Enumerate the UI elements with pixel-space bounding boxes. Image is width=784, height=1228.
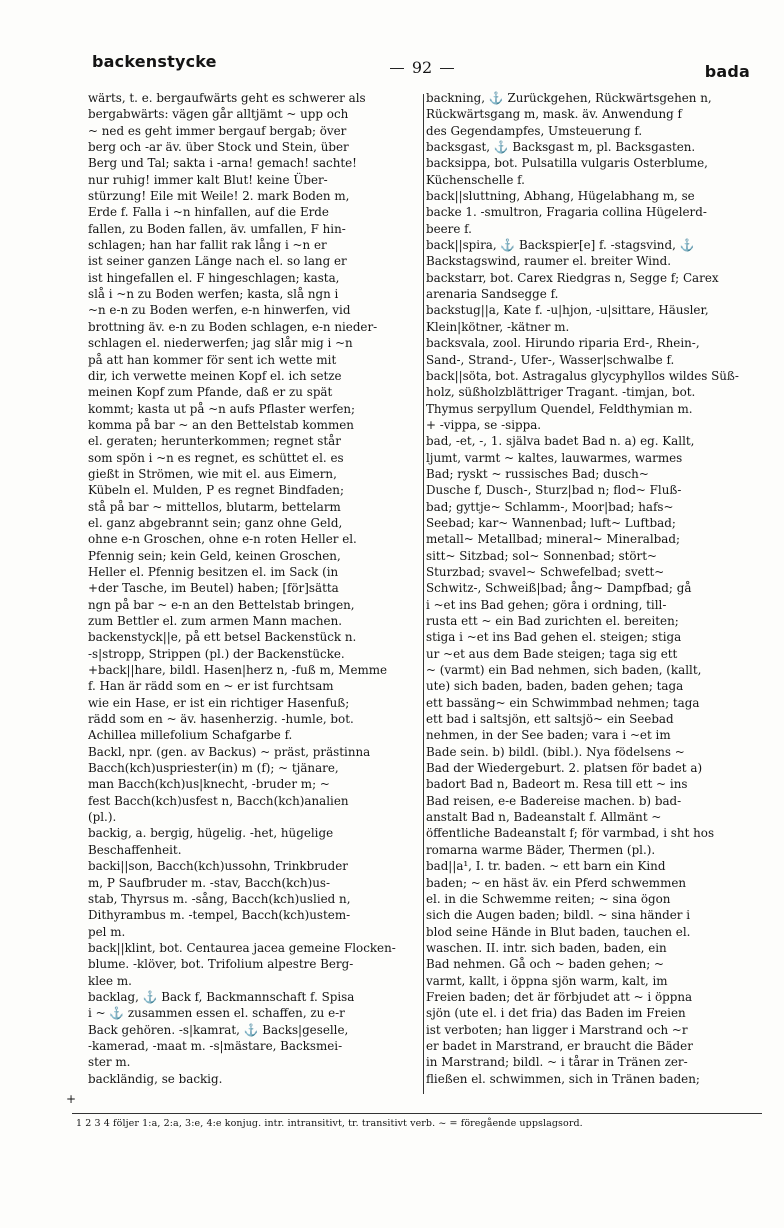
left-column-line: kommt; kasta ut på ~n aufs Pflaster werfen; — [88, 401, 356, 416]
right-column-line: varmt, kallt, i öppna sjön warm, kalt, im — [426, 973, 668, 988]
right-column — [426, 90, 754, 1087]
left-column-line: backländig, se backig. — [88, 1071, 223, 1086]
left-column-line: gießt in Strömen, wie mit el. aus Eimern, — [88, 466, 337, 481]
left-column-line: klee m. — [88, 973, 132, 988]
right-column-line: baden; ~ en häst äv. ein Pferd schwemmen — [426, 875, 687, 890]
left-column-line: backlag, ⚓ Back f, Backmannschaft f. Spisa — [88, 989, 355, 1004]
right-column-line: backsgast, ⚓ Backsgast m, pl. Backsgasten. — [426, 140, 696, 155]
left-column-line: man Bacch(kch)us|knecht, -bruder m; ~ — [88, 777, 330, 792]
right-column-line: ute) sich baden, baden, baden gehen; taga — [426, 679, 684, 694]
page-number-dash-right — [440, 68, 454, 69]
left-column-line: m, P Saufbruder m. -stav, Bacch(kch)us- — [88, 875, 331, 890]
right-column-line: bad; gyttje~ Schlamm-, Moor|bad; hafs~ — [426, 499, 674, 514]
left-column-line: på att han kommer för sent ich wette mit — [88, 352, 337, 367]
page-number — [372, 58, 472, 77]
left-column-line: schlagen el. niederwerfen; jag slår mig i ~n — [88, 336, 353, 351]
margin-plus-mark: + — [66, 1092, 77, 1106]
left-column-line: ~n e-n zu Boden werfen, e-n hinwerfen, vid — [88, 303, 351, 318]
right-column-line: er badet in Marstrand, er braucht die Bäder — [426, 1038, 693, 1053]
left-column-line: Berg und Tal; sakta i -arna! gemach! sachte! — [88, 156, 357, 171]
page-number-value: 92 — [411, 58, 433, 77]
right-column-line: el. in die Schwemme reiten; ~ sina ögon — [426, 891, 671, 906]
left-column-line: dir, ich verwette meinen Kopf el. ich setze — [88, 368, 342, 383]
right-column-line: beere f. — [426, 221, 472, 236]
right-column-line: romarna warme Bäder, Thermen (pl.). — [426, 842, 656, 857]
right-column-line: sjön (ute el. i det fria) das Baden im Freien — [426, 1006, 686, 1021]
left-column-line: slå i ~n zu Boden werfen; kasta, slå ngn i — [88, 287, 339, 302]
right-column-line: ett bad i saltsjön, ett saltsjö~ ein Seebad — [426, 712, 674, 727]
right-column-line: backning, ⚓ Zurückgehen, Rückwärtsgehen n, — [426, 91, 712, 105]
left-column-line: Kübeln el. Mulden, P es regnet Bindfaden; — [88, 483, 344, 498]
right-column-line: rusta ett ~ ein Bad zurichten el. bereiten; — [426, 614, 679, 628]
right-column-line: backstarr, bot. Carex Riedgras n, Segge f; Carex — [426, 270, 719, 285]
left-column-line: Dithyrambus m. -tempel, Bacch(kch)ustem- — [88, 908, 351, 923]
right-column-line: backsippa, bot. Pulsatilla vulgaris Osterblume, — [426, 156, 708, 171]
right-column-line: bad||a¹, I. tr. baden. ~ ett barn ein Kind — [426, 859, 666, 874]
left-column-line: Heller el. Pfennig besitzen el. im Sack (in — [88, 564, 339, 579]
right-column-line: badort Bad n, Badeort m. Resa till ett ~ ins — [426, 777, 688, 792]
left-column-line: fest Bacch(kch)usfest n, Bacch(kch)analien — [88, 793, 349, 808]
right-column-line: in Marstrand; bildl. ~ i tårar in Tränen zer- — [426, 1055, 688, 1070]
right-column-line: ~ (varmt) ein Bad nehmen, sich baden, (kallt, — [426, 663, 702, 678]
right-column-line: Seebad; kar~ Wannenbad; luft~ Luftbad; — [426, 515, 676, 530]
left-column-line: brottning äv. e-n zu Boden schlagen, e-n nieder- — [88, 319, 378, 334]
right-column-line: Rückwärtsgang m, mask. äv. Anwendung f — [426, 107, 682, 122]
left-column-line: ist hingefallen el. F hingeschlagen; kasta, — [88, 270, 340, 285]
right-column-line: des Gegendampfes, Umsteuerung f. — [426, 123, 643, 138]
right-column-line: Bad nehmen. Gå och ~ baden gehen; ~ — [426, 957, 665, 972]
left-column-line: fallen, zu Boden fallen, äv. umfallen, F hin- — [88, 221, 346, 236]
left-column-line: schlagen; han har fallit rak lång i ~n er — [88, 238, 327, 253]
right-column-line: Thymus serpyllum Quendel, Feldthymian m. — [426, 401, 693, 416]
left-column-line: backi||son, Bacch(kch)ussohn, Trinkbruder — [88, 859, 348, 874]
column-divider — [423, 94, 424, 1094]
left-column-line: ohne e-n Groschen, ohne e-n roten Heller el. — [88, 532, 357, 547]
right-column-line: arenaria Sandsegge f. — [426, 287, 559, 302]
right-column-line: Sturzbad; svavel~ Schwefelbad; svett~ — [426, 564, 665, 579]
right-column-line: Klein|kötner, -kätner m. — [426, 319, 570, 334]
left-column-line: komma på bar ~ an den Bettelstab kommen — [88, 417, 354, 432]
right-column-line: i ~et ins Bad gehen; göra i ordning, till- — [426, 597, 667, 612]
right-column-line: blod seine Hände in Blut baden, tauchen el. — [426, 924, 691, 939]
right-column-line: metall~ Metallbad; mineral~ Mineralbad; — [426, 532, 680, 547]
left-column-line: pel m. — [88, 924, 126, 939]
right-column-line: Freien baden; det är förbjudet att ~ i öppna — [426, 989, 693, 1004]
footer-legend: 1 2 3 4 följer 1:a, 2:a, 3:e, 4:e konjug. intr. intransitivt, tr. transitivt verb. ~ = föregående uppslagsord. — [76, 1118, 583, 1129]
left-column — [88, 90, 420, 1087]
right-column-line: sich die Augen baden; bildl. ~ sina händer i — [426, 908, 691, 923]
left-column-line: +back||hare, bildl. Hasen|herz n, -fuß m, Memme — [88, 663, 388, 678]
left-column-line: Bacch(kch)uspriester(in) m (f); ~ tjänare, — [88, 761, 339, 776]
right-column-line: anstalt Bad n, Badeanstalt f. Allmänt ~ — [426, 810, 662, 825]
right-column-line: Bade sein. b) bildl. (bibl.). Nya födelsens ~ — [426, 744, 685, 759]
left-column-line: i ~ ⚓ zusammen essen el. schaffen, zu e-r — [88, 1006, 345, 1021]
right-column-line: öffentliche Badeanstalt f; för varmbad, i sht hos — [426, 826, 715, 841]
left-column-line: f. Han är rädd som en ~ er ist furchtsam — [88, 679, 334, 694]
right-column-line: ett bassäng~ ein Schwimmbad nehmen; taga — [426, 695, 700, 710]
left-column-line: som spön i ~n es regnet, es schüttet el. es — [88, 450, 344, 465]
left-column-line: zum Bettler el. zum armen Mann machen. — [88, 614, 343, 628]
right-column-line: Backstagswind, raumer el. breiter Wind. — [426, 254, 672, 269]
left-column-line: backig, a. bergig, hügelig. -het, hügelige — [88, 826, 334, 841]
right-column-line: backstug||a, Kate f. -u|hjon, -u|sittare, Häusler, — [426, 303, 709, 318]
left-column-line: Pfennig sein; kein Geld, keinen Groschen, — [88, 548, 341, 563]
right-column-line: bad, -et, -, 1. själva badet Bad n. a) eg. Kallt, — [426, 434, 695, 449]
right-column-line: back||spira, ⚓ Backspier[e] f. -stagsvind, ⚓ — [426, 238, 695, 253]
right-column-line: Bad reisen, e-e Badereise machen. b) bad- — [426, 793, 682, 808]
page-number-dash-left — [390, 68, 404, 69]
left-column-line: el. ganz abgebrannt sein; ganz ohne Geld, — [88, 515, 343, 530]
left-column-line: Beschaffenheit. — [88, 842, 182, 857]
left-column-line: -kamerad, -maat m. -s|mästare, Backsmei- — [88, 1038, 343, 1053]
left-column-line: el. geraten; herunterkommen; regnet står — [88, 434, 341, 449]
left-column-line: meinen Kopf zum Pfande, daß er zu spät — [88, 385, 333, 400]
left-column-line: wärts, t. e. bergaufwärts geht es schwerer als — [88, 91, 366, 105]
left-column-line: ~ ned es geht immer bergauf bergab; över — [88, 123, 347, 138]
left-column-line: ist seiner ganzen Länge nach el. so lang er — [88, 254, 347, 269]
left-column-line: back||klint, bot. Centaurea jacea gemeine Flocken- — [88, 940, 396, 955]
left-column-line: ster m. — [88, 1055, 131, 1070]
left-column-line: berg och -ar äv. über Stock und Stein, über — [88, 140, 349, 155]
left-column-line: wie ein Hase, er ist ein richtiger Hasenfuß; — [88, 695, 350, 710]
left-column-line: -s|stropp, Strippen (pl.) der Backenstücke. — [88, 646, 345, 661]
right-column-line: back||söta, bot. Astragalus glycyphyllos wildes Süß- — [426, 368, 739, 383]
right-column-line: backe 1. -smultron, Fragaria collina Hügelerd- — [426, 205, 707, 220]
right-column-line: stiga i ~et ins Bad gehen el. steigen; stiga — [426, 630, 682, 645]
right-column-line: sitt~ Sitzbad; sol~ Sonnenbad; stört~ — [426, 548, 657, 563]
left-column-line: +der Tasche, im Beutel) haben; [för]sätta — [88, 581, 339, 596]
left-column-line: Achillea millefolium Schafgarbe f. — [88, 728, 293, 743]
left-column-line: Backl, npr. (gen. av Backus) ~ präst, prästinna — [88, 744, 371, 759]
right-column-line: ur ~et aus dem Bade steigen; taga sig ett — [426, 646, 678, 661]
left-column-line: blume. -klöver, bot. Trifolium alpestre Berg- — [88, 957, 354, 972]
right-column-line: + -vippa, se -sippa. — [426, 417, 542, 432]
right-column-line: Bad der Wiedergeburt. 2. platsen för badet a) — [426, 761, 703, 776]
left-column-line: rädd som en ~ äv. hasenherzig. -humle, bot. — [88, 712, 354, 727]
left-column-line: nur ruhig! immer kalt Blut! keine Über- — [88, 172, 328, 187]
left-column-line: bergabwärts: vägen går alltjämt ~ upp och — [88, 107, 349, 122]
right-column-line: backsvala, zool. Hirundo riparia Erd-, Rhein-, — [426, 336, 700, 351]
right-column-line: Sand-, Strand-, Ufer-, Wasser|schwalbe f. — [426, 352, 675, 367]
right-column-line: back||sluttning, Abhang, Hügelabhang m, se — [426, 189, 695, 204]
right-column-line: holz, süßholzblättriger Tragant. -timjan, bot. — [426, 385, 696, 400]
right-column-line: Bad; ryskt ~ russisches Bad; dusch~ — [426, 466, 649, 481]
left-column-line: stürzung! Eile mit Weile! 2. mark Boden m, — [88, 189, 350, 204]
right-column-line: Dusche f, Dusch-, Sturz|bad n; flod~ Fluß- — [426, 483, 682, 498]
left-column-line: Erde f. Falla i ~n hinfallen, auf die Erde — [88, 205, 329, 220]
left-column-line: stå på bar ~ mittellos, blutarm, bettelarm — [88, 499, 341, 514]
running-head-left: backenstycke — [92, 52, 217, 71]
left-column-line: ngn på bar ~ e-n an den Bettelstab bringen, — [88, 597, 355, 612]
right-column-line: ist verboten; han ligger i Marstrand och ~r — [426, 1022, 688, 1037]
right-column-line: ljumt, varmt ~ kaltes, lauwarmes, warmes — [426, 450, 683, 465]
right-column-line: Schwitz-, Schweiß|bad; ång~ Dampfbad; gå — [426, 581, 692, 596]
left-column-line: Back gehören. -s|kamrat, ⚓ Backs|geselle, — [88, 1022, 349, 1037]
left-column-line: stab, Thyrsus m. -sång, Bacch(kch)uslied n, — [88, 891, 351, 906]
footer-rule — [72, 1113, 762, 1114]
right-column-line: Küchenschelle f. — [426, 172, 525, 187]
left-column-line: (pl.). — [88, 810, 117, 825]
right-column-line: nehmen, in der See baden; vara i ~et im — [426, 728, 671, 743]
left-column-line: backenstyck||e, på ett betsel Backenstück n. — [88, 630, 357, 645]
right-column-line: fließen el. schwimmen, sich in Tränen baden; — [426, 1071, 700, 1086]
right-column-line: waschen. II. intr. sich baden, baden, ein — [426, 940, 667, 955]
running-head-right: bada — [704, 62, 750, 81]
